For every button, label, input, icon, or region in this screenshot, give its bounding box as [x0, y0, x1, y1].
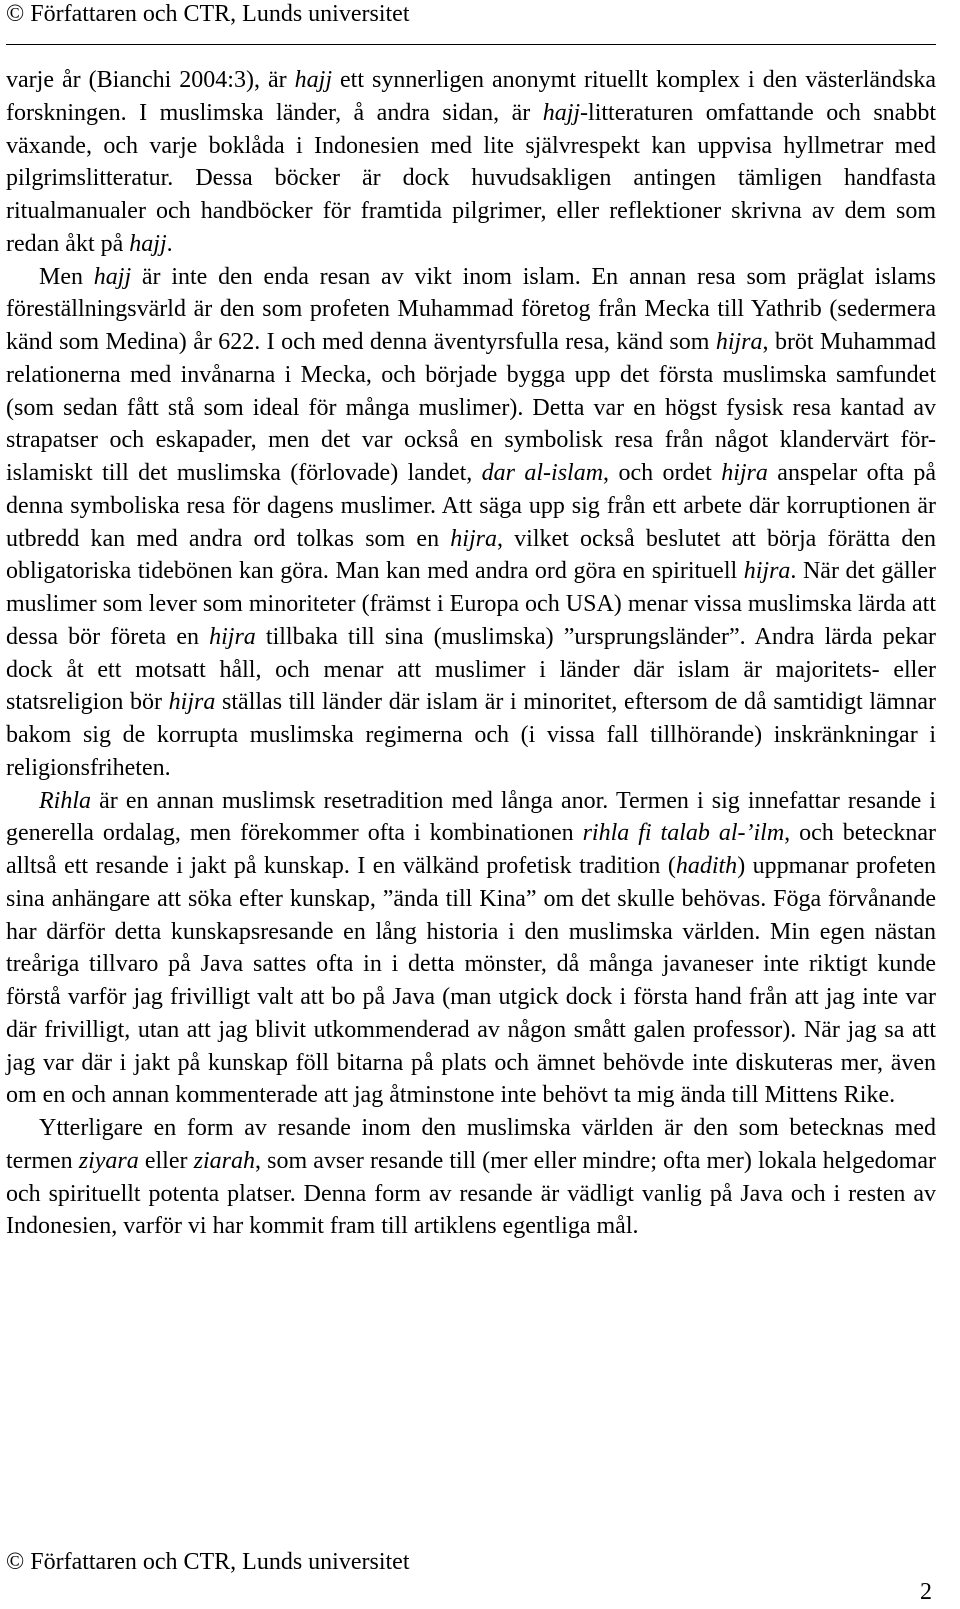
text-run: ) uppmanar profeten sina anhängare att söka efter kunskap, ”ända till Kina” om det skulle behövas. Föga förvånande har därför detta kunskapsresande en lång historia i den muslimska världen. Min egen nästan treåriga tillvaro på Java sattes ofta in i detta mönster, då många javaneser inte riktigt kunde förstå varför jag frivilligt valt att bo på Java (man utgick dock i första hand från att jag inte var där frivilligt, utan att jag blivit utkommenderad av någon smått galen professor). När jag sa att jag var där i jakt på kunskap föll bitarna på plats och ämnet behövde inte diskuteras mer, även om en och annan kommenterade att jag åtminstone inte behövt ta mig ända till Mittens Rike.	[6, 853, 936, 1109]
italic-term: hijra	[168, 689, 216, 716]
text-run: eller	[138, 1147, 194, 1174]
italic-term: hajj	[542, 99, 581, 126]
page-number: 2	[920, 1579, 932, 1605]
text-run: , och ordet	[603, 460, 722, 486]
text-run: -litteraturen omfattande och snabbt växande, och varje boklåda i Indonesien med lite självrespekt kan uppvisa hyllmetrar med pilgrimslitteratur. Dessa böcker är dock huvudsakligen antingen tämligen handfasta ritualmanualer och handböcker för framtida pilgrimer, eller reflektioner skrivna av dem som redan åkt på	[6, 99, 936, 257]
italic-term: dar al-islam	[481, 460, 604, 486]
paragraph	[6, 64, 936, 261]
text-run: ett synnerligen anonymt rituellt komplex i den västerländska forskningen. I muslimska länder, å andra sidan, är	[6, 67, 937, 126]
header-rule	[6, 44, 936, 45]
italic-term: rihla fi talab al-’ilm	[582, 820, 785, 847]
text-run: Men	[39, 263, 94, 290]
text-run: är en annan muslimsk resetradition med långa anor. Termen i sig innefattar resande i generella ordalag, men förekommer ofta i kombinationen	[6, 787, 936, 847]
italic-term: ziarah	[193, 1147, 255, 1174]
italic-term: hijra	[209, 623, 256, 650]
paragraph	[6, 1112, 936, 1243]
page-header: © Författaren och CTR, Lunds universitet	[6, 1, 410, 27]
text-run: är inte den enda resan av vikt inom islam. En annan resa som präglat islams föreställningsvärld är den som profeten Muhammad företog från Mecka till Yathrib (sedermera känd som Medina) år 622. I och med denna äventyrsfulla resa, känd som	[6, 263, 936, 355]
paragraph	[6, 261, 936, 785]
italic-term: hijra	[721, 460, 768, 486]
italic-term: hajj	[93, 263, 132, 290]
text-run: .	[166, 230, 173, 257]
text-run: , som avser resande till (mer eller mindre; ofta mer) lokala helgedomar och spirituellt potenta platser. Denna form av resande är vädligt vanlig på Java och i resten av Indonesien, varför vi har kommit fram till artiklens egentliga mål.	[6, 1147, 936, 1240]
italic-term: Rihla	[39, 787, 91, 814]
text-run: varje år (Bianchi 2004:3), är	[6, 67, 295, 93]
document-body	[6, 64, 936, 1243]
text-run: anspelar ofta på denna symboliska resa för dagens muslimer. Att säga upp sig från ett arbete där korruptionen är utbredd kan med andra ord tolkas som en	[6, 460, 937, 552]
italic-term: hijra	[450, 525, 497, 552]
italic-term: hijra	[715, 329, 763, 355]
text-run: Ytterligare en form av resande inom den muslimska världen är den som betecknas med termen	[6, 1115, 936, 1174]
text-run: , bröt Muhammad relationerna med invånarna i Mecka, och började bygga upp det första muslimska samfundet (som sedan fått stå som ideal för många muslimer). Detta var en högst fysisk resa kantad av strapatser och eskapader, men det var också en symbolisk resa från något klandervärt för-islamiskt till det muslimska (förlovade) landet,	[6, 329, 936, 486]
italic-term: hadith	[675, 853, 738, 879]
italic-term: hajj	[129, 230, 167, 257]
paragraph	[6, 785, 936, 1113]
text-run: , och betecknar alltså ett resande i jakt på kunskap. I en välkänd profetisk tradition (	[6, 820, 937, 879]
page-footer: © Författaren och CTR, Lunds universitet	[6, 1549, 410, 1575]
italic-term: ziyara	[78, 1147, 139, 1174]
italic-term: hijra	[743, 558, 791, 585]
italic-term: hajj	[294, 67, 332, 93]
text-run: , vilket också beslutet att börja förätta den obligatoriska tidebönen kan göra. Man kan med andra ord göra en spirituell	[6, 525, 936, 585]
text-run: . När det gäller muslimer som lever som minoriteter (främst i Europa och USA) menar vissa muslimska lärda att dessa bör företa en	[6, 558, 937, 650]
text-run: tillbaka till sina (muslimska) ”ursprungsländer”. Andra lärda pekar dock åt ett motsatt håll, och menar att muslimer i länder där islam är majoritets- eller statsreligion bör	[6, 623, 936, 716]
text-run: ställas till länder där islam är i minoritet, eftersom de då samtidigt lämnar bakom sig de korrupta muslimska regimerna och (i vissa fall tillhörande) inskränkningar i religionsfriheten.	[6, 689, 936, 781]
